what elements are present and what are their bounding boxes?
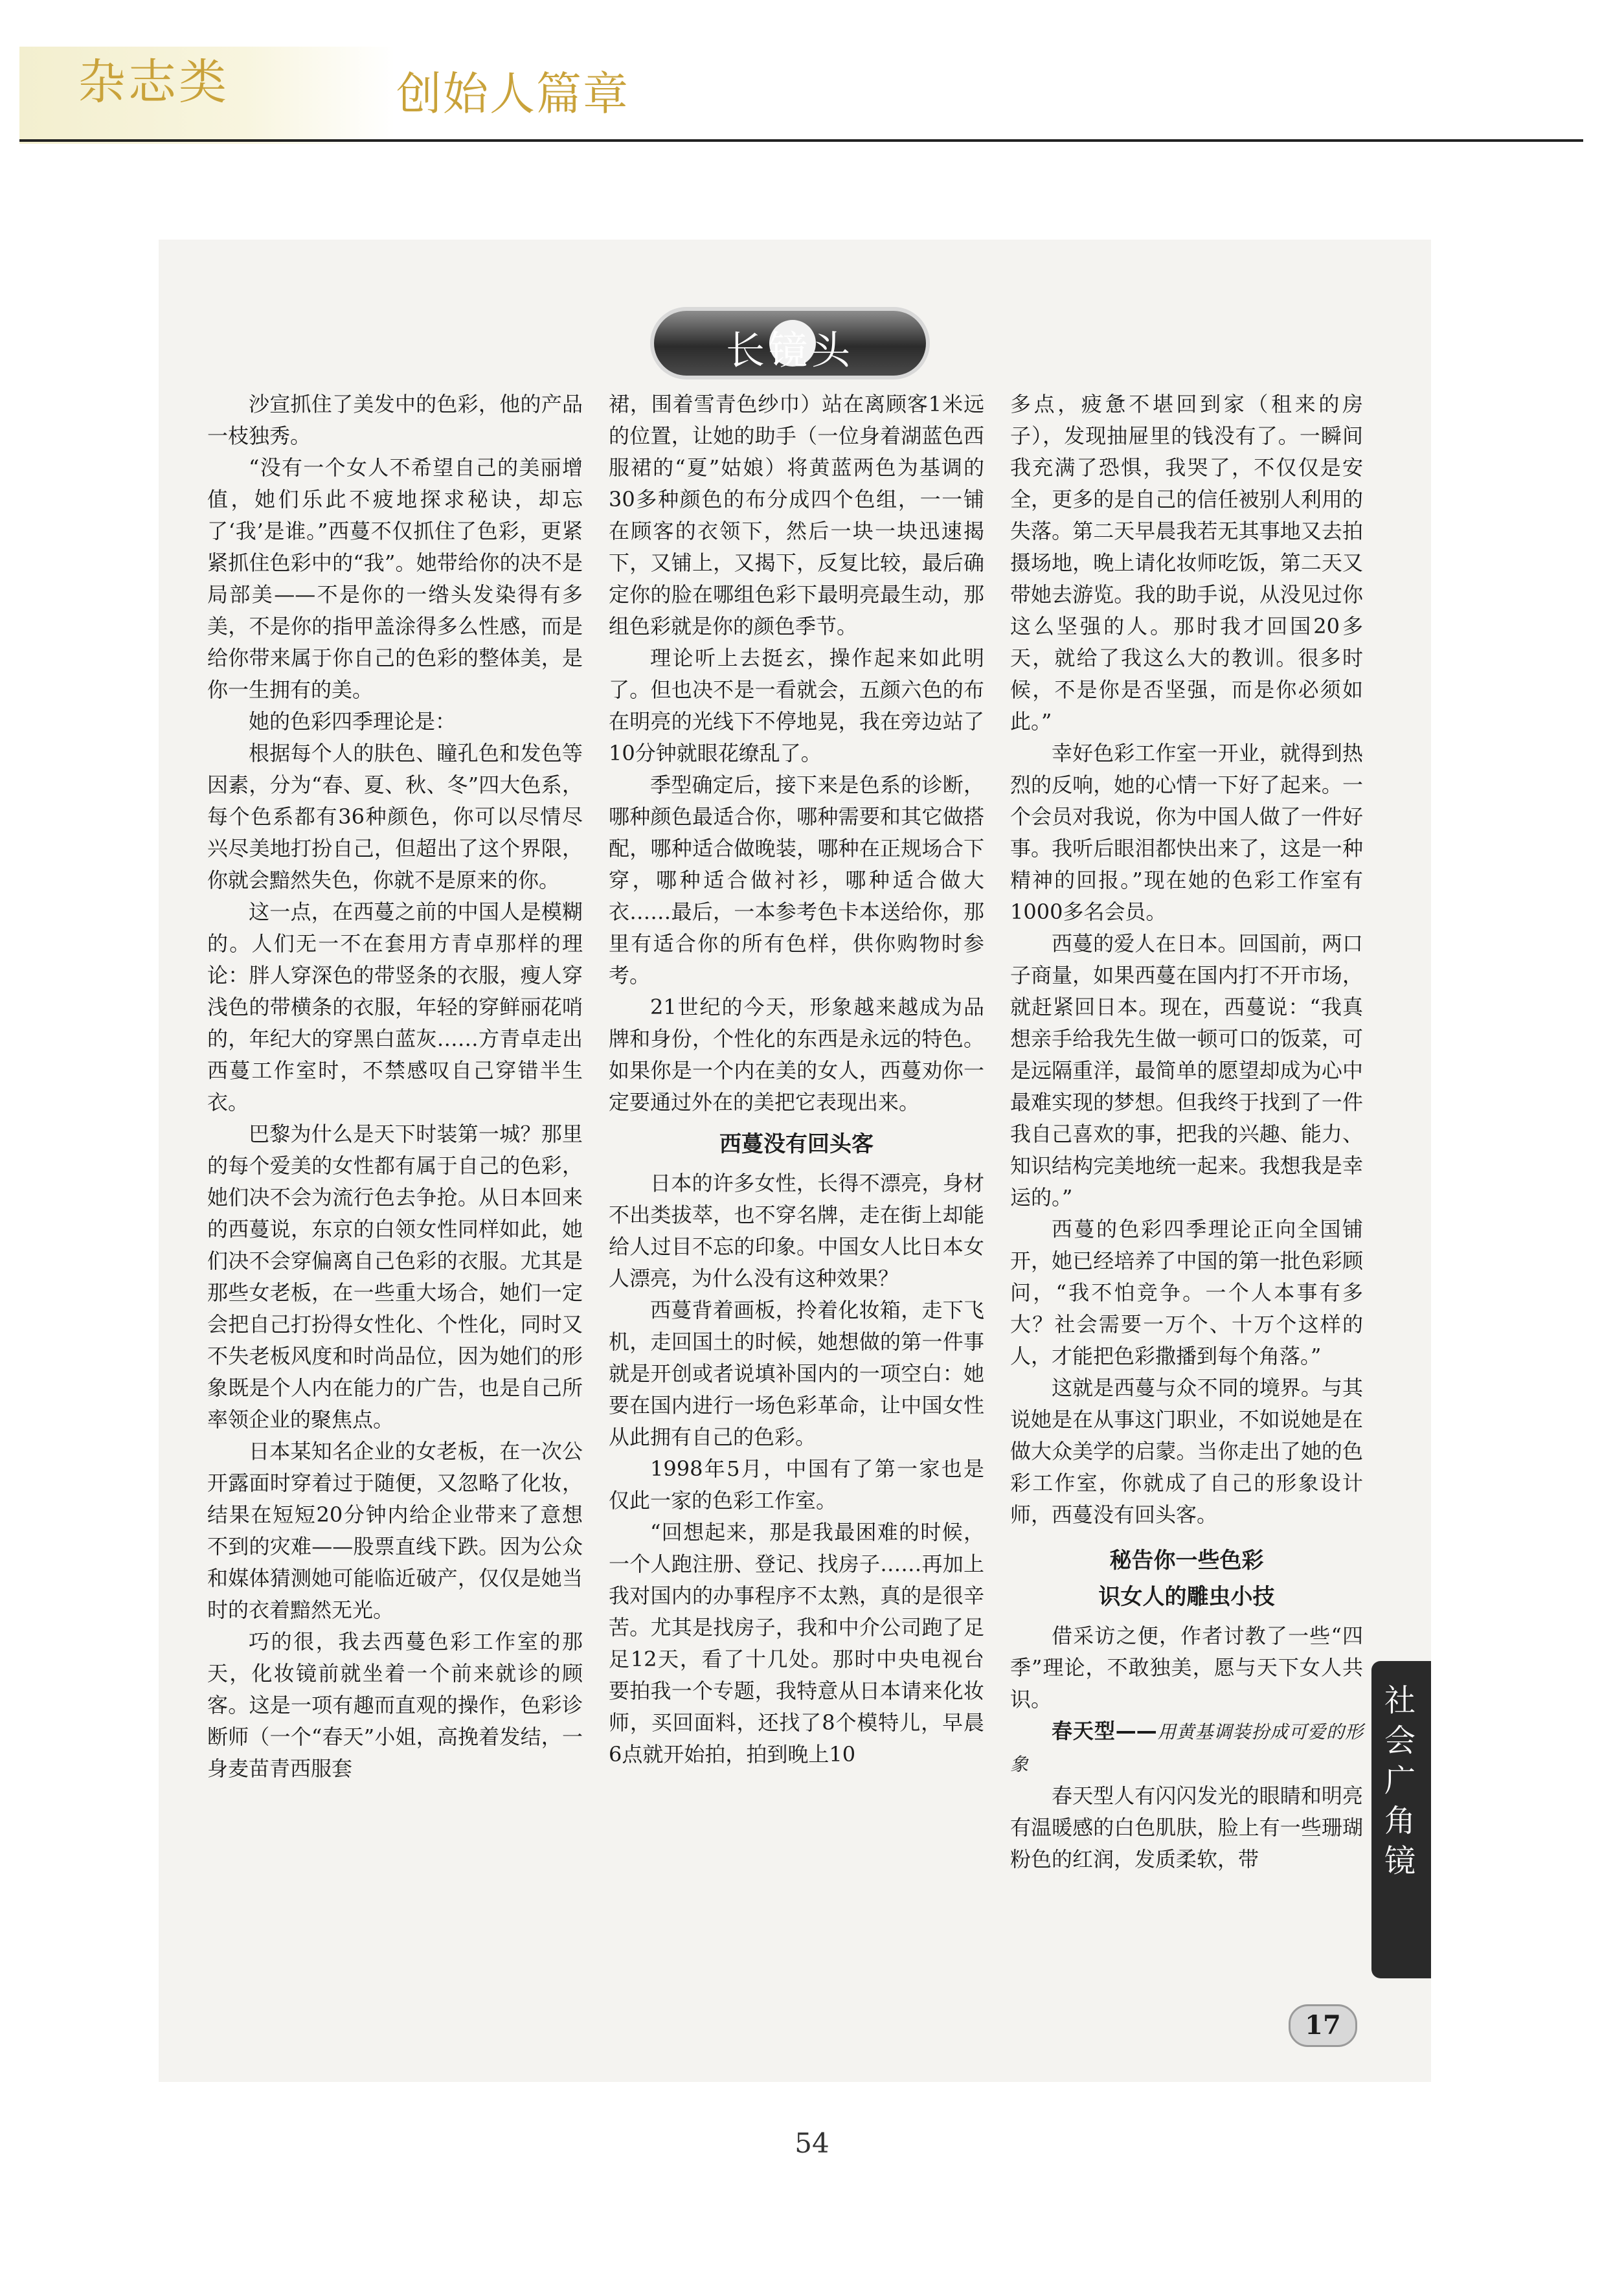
article-column-1: [207, 389, 583, 1785]
paragraph: 理论听上去挺玄，操作起来如此明了。但也决不是一看就会，五颜六色的布在明亮的光线下不停地晃，我在旁边站了10分钟就眼花缭乱了。: [609, 646, 984, 765]
paragraph: 根据每个人的肤色、瞳孔色和发色等因素，分为“春、夏、秋、冬”四大色系，每个色系都有36种颜色，你可以尽情尽兴尽美地打扮自己，但超出了这个界限，你就会黯然失色，你就不是原来的你。: [207, 741, 583, 892]
article-column-3: [1010, 389, 1363, 1875]
paragraph: “没有一个女人不希望自己的美丽增值，她们乐此不疲地探求秘诀，却忘了‘我’是谁。”西蔓不仅抓住了色彩，更紧紧抓住色彩中的“我”。她带给你的决不是局部美——不是你的一绺头发染得有多美，不是你的指甲盖涂得多么性感，而是给你带来属于你自己的色彩的整体美，是你一生拥有的美。: [207, 455, 583, 702]
paragraph: 1998年5月，中国有了第一家也是仅此一家的色彩工作室。: [609, 1456, 984, 1513]
banner-title: 长镜头: [726, 328, 854, 374]
paragraph: 21世纪的今天，形象越来越成为品牌和身份，个性化的东西是永远的特色。如果你是一个内在美的女人，西蔓劝你一定要通过外在的美把它表现出来。: [609, 995, 984, 1114]
paragraph: 春天型人有闪闪发光的眼睛和明亮有温暖感的白色肌肤，脸上有一些珊瑚粉色的红润，发质柔软，带: [1010, 1783, 1363, 1871]
paragraph: 日本某知名企业的女老板，在一次公开露面时穿着过于随便，又忽略了化妆，结果在短短20分钟内给企业带来了意想不到的灾难——股票直线下跌。因为公众和媒体猜测她可能临近破产，仅仅是她当时的衣着黯然无光。: [207, 1439, 583, 1622]
folio-page-number: 54: [795, 2127, 829, 2159]
paragraph: 巴黎为什么是天下时装第一城？那里的每个爱美的女性都有属于自己的色彩，她们决不会为流行色去争抢。从日本回来的西蔓说，东京的白领女性同样如此，她们决不会穿偏离自己色彩的衣服。尤其是那些女老板，在一些重大场合，她们一定会把自己打扮得女性化、个性化，同时又不失老板风度和时尚品位，因为她们的形象既是个人内在能力的广告，也是自己所率领企业的聚焦点。: [207, 1122, 583, 1432]
paragraph: 多点，疲惫不堪回到家（租来的房子），发现抽屉里的钱没有了。一瞬间我充满了恐惧，我哭了，不仅仅是安全，更多的是自己的信任被别人利用的失落。第二天早晨我若无其事地又去拍摄场地，晚上请化妆师吃饭，第二天又带她去游览。我的助手说，从没见过你这么坚强的人。那时我才回国20多天，就给了我这么大的教训。很多时候，不是你是否坚强，而是你必须如此。”: [1010, 392, 1363, 734]
paragraph: 她的色彩四季理论是：: [249, 709, 457, 734]
paragraph: 借采访之便，作者讨教了一些“四季”理论，不敢独美，愿与天下女人共识。: [1010, 1623, 1363, 1712]
subheading-line: 秘告你一些色彩: [1109, 1548, 1264, 1574]
paragraph: 这就是西蔓与众不同的境界。与其说她是在从事这门职业，不如说她是在做大众美学的启蒙。当你走出了她的色彩工作室，你就成了自己的形象设计师，西蔓没有回头客。: [1010, 1375, 1363, 1527]
paragraph: 裙，围着雪青色纱巾）站在离顾客1米远的位置，让她的助手（一位身着湖蓝色西服裙的“夏”姑娘）将黄蓝两色为基调的30多种颜色的布分成四个色组，一一铺在顾客的衣领下，然后一块一块迅速揭下，又铺上，又揭下，反复比较，最后确定你的脸在哪组色彩下最明亮最生动，那组色彩就是你的颜色季节。: [609, 392, 984, 639]
paragraph: 巧的很，我去西蔓色彩工作室的那天，化妆镜前就坐着一个前来就诊的顾客。这是一项有趣而直观的操作，色彩诊断师（一个“春天”小姐，高挽着发结，一身麦苗青西服套: [207, 1629, 583, 1781]
magazine-page-number: 17: [1289, 2004, 1357, 2047]
section-side-tab: [1371, 1661, 1431, 1978]
paragraph: 幸好色彩工作室一开业，就得到热烈的反响，她的心情一下好了起来。一个会员对我说，你为中国人做了一件好事。我听后眼泪都快出来了，这是一种精神的回报。”现在她的色彩工作室有1000多名会员。: [1010, 741, 1363, 924]
spring-description: 用黄基调装扮成可爱的形象: [1010, 1721, 1363, 1775]
paragraph: 西蔓的色彩四季理论正向全国铺开，她已经培养了中国的第一批色彩顾问，“我不怕竞争。一个人本事有多大？社会需要一万个、十万个这样的人，才能把色彩撒播到每个角落。”: [1010, 1217, 1363, 1368]
column-name: 创始人篇章: [396, 67, 629, 120]
paragraph: 西蔓的爱人在日本。回国前，两口子商量，如果西蔓在国内打不开市场，就赶紧回日本。现在，西蔓说：“我真想亲手给我先生做一顿可口的饭菜，可是远隔重洋，最简单的愿望却成为心中最难实现的梦想。但我终于找到了一件我自己喜欢的事，把我的兴趣、能力、知识结构完美地统一起来。我想我是幸运的。”: [1010, 931, 1363, 1210]
subheading: 西蔓没有回头客: [719, 1131, 874, 1157]
header-rule: [19, 139, 1583, 142]
magazine-category: 杂志类: [78, 54, 229, 110]
section-banner: [654, 311, 926, 376]
subheading-tips: [1010, 1543, 1363, 1615]
subheading-line: 识女人的雕虫小技: [1098, 1584, 1275, 1610]
paragraph: 这一点，在西蔓之前的中国人是模糊的。人们无一不在套用方青卓那样的理论：胖人穿深色的带竖条的衣服，瘦人穿浅色的带横条的衣服，年轻的穿鲜丽花哨的，年纪大的穿黑白蓝灰……方青卓走出西蔓工作室时，不禁感叹自己穿错半生衣。: [207, 899, 583, 1114]
paragraph: 日本的许多女性，长得不漂亮，身材不出类拔萃，也不穿名牌，走在街上却能给人过目不忘的印象。中国女人比日本女人漂亮，为什么没有这种效果？: [609, 1171, 984, 1291]
article-column-2: [609, 389, 984, 1770]
paragraph: 沙宣抓住了美发中的色彩，他的产品一枝独秀。: [207, 392, 583, 448]
paragraph: “回想起来，那是我最困难的时候，一个人跑注册、登记、找房子……再加上我对国内的办事程序不太熟，真的是很辛苦。尤其是找房子，我和中介公司跑了足足12天，看了十几处。那时中央电视台要拍我一个专题，我特意从日本请来化妆师，买回面料，还找了8个模特儿，早晨6点就开始拍，拍到晚上10: [609, 1520, 984, 1767]
paragraph: 季型确定后，接下来是色系的诊断，哪种颜色最适合你，哪种需要和其它做搭配，哪种适合做晚装，哪种在正规场合下穿，哪种适合做衬衫，哪种适合做大衣……最后，一本参考色卡本送给你，那里有适合你的所有色样，供你购物时参考。: [609, 773, 984, 988]
paragraph: 西蔓背着画板，拎着化妆箱，走下飞机，走回国土的时候，她想做的第一件事就是开创或者说填补国内的一项空白：她要在国内进行一场色彩革命，让中国女性从此拥有自己的色彩。: [609, 1298, 984, 1449]
side-tab-label: 社会广角镜: [1384, 1682, 1416, 1879]
spring-label: 春天型——: [1052, 1719, 1157, 1743]
spring-type-heading: [1010, 1715, 1363, 1780]
